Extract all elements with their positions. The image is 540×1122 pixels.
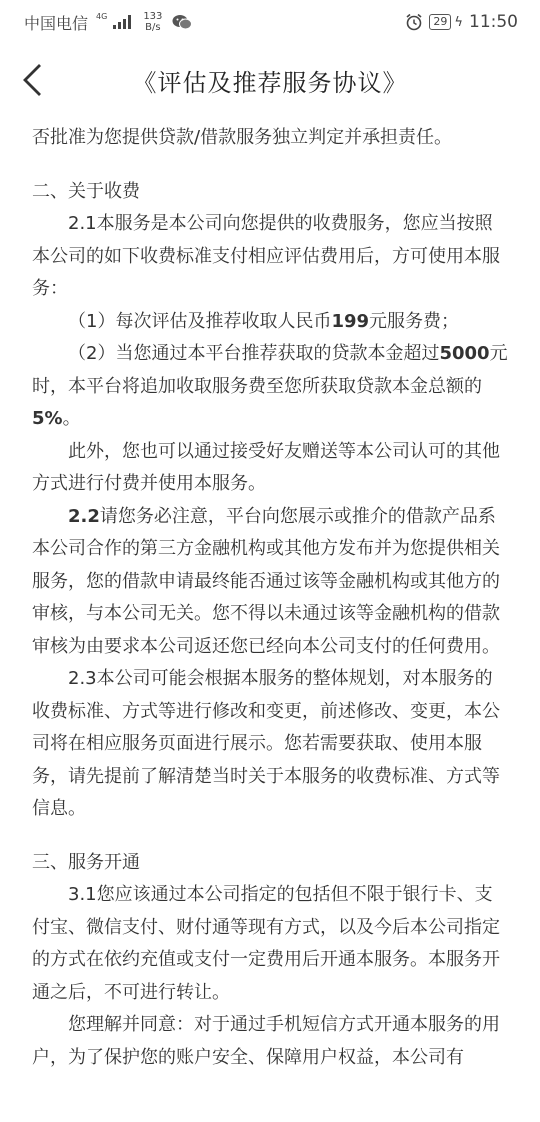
paragraph-3-1: 3.1您应该通过本公司指定的包括但不限于银行卡、支付宝、微信支付、财付通等现有方式，以及今后本公司指定的方式在依约充值或支付一定费用后开通本服务。本服务开通之后，不可进行转让。 [32,884,500,1003]
status-left [24,11,192,34]
section-title-fees: 二、关于收费 [32,180,140,202]
status-right [405,12,518,32]
charging-icon: ϟ [454,14,463,30]
paragraph-3-2: 您理解并同意：对于通过手机短信方式开通本服务的用户，为了保护您的账户安全、保障用户权益，本公司有 [32,1014,500,1068]
carrier-name: 中国电信 [24,13,89,33]
back-button[interactable] [14,60,50,100]
battery-icon: 29 [429,14,451,30]
paragraph-2-1: 2.1本服务是本公司向您提供的收费服务，您应当按照本公司的如下收费标准支付相应评估费用后，方可使用本服务： [32,213,500,299]
paragraph-2-3: 2.3本公司可能会根据本服务的整体规划，对本服务的收费标准、方式等进行修改和变更，前述修改、变更，本公司将在相应服务页面进行展示。您若需要获取、使用本服务，请先提前了解清楚当时关于本服务的收费标准、方式等信息。 [32,668,500,819]
paragraph-2-2: 2.2请您务必注意，平台向您展示或推介的借款产品系本公司合作的第三方金融机构或其他方发布并为您提供相关服务，您的借款申请最终能否通过该等金融机构或其他方的审核，与本公司无关。您不得以未通过该等金融机构的借款审核为由要求本公司返还您已经向本公司支付的任何费用。 [32,505,500,657]
wechat-icon [172,14,192,30]
network-type: 4G [96,12,108,21]
paragraph-top: 否批准为您提供贷款/借款服务独立判定并承担责任。 [32,127,453,148]
speed-unit: B/s [145,22,161,33]
fee-item-2: （2）当您通过本平台推荐获取的贷款本金超过5000元时，本平台将追加收取服务费至您所获取贷款本金总额的5%。 [32,343,508,429]
clock: 11:50 [469,12,518,32]
signal-icon [113,15,131,29]
alarm-icon [405,13,423,31]
network-speed [143,11,162,33]
section-title-activation: 三、服务开通 [32,851,140,873]
agreement-content[interactable] [0,100,540,1122]
nav-header [0,44,540,116]
fee-item-1: （1）每次评估及推荐收取人民币199元服务费； [68,310,460,332]
chevron-left-icon [21,63,43,97]
paragraph-2-extra: 此外，您也可以通过接受好友赠送等本公司认可的其他方式进行付费并使用本服务。 [32,440,500,494]
page-title: 《评估及推荐服务协议》 [132,68,408,97]
status-bar [0,0,540,44]
speed-value: 133 [143,11,163,22]
